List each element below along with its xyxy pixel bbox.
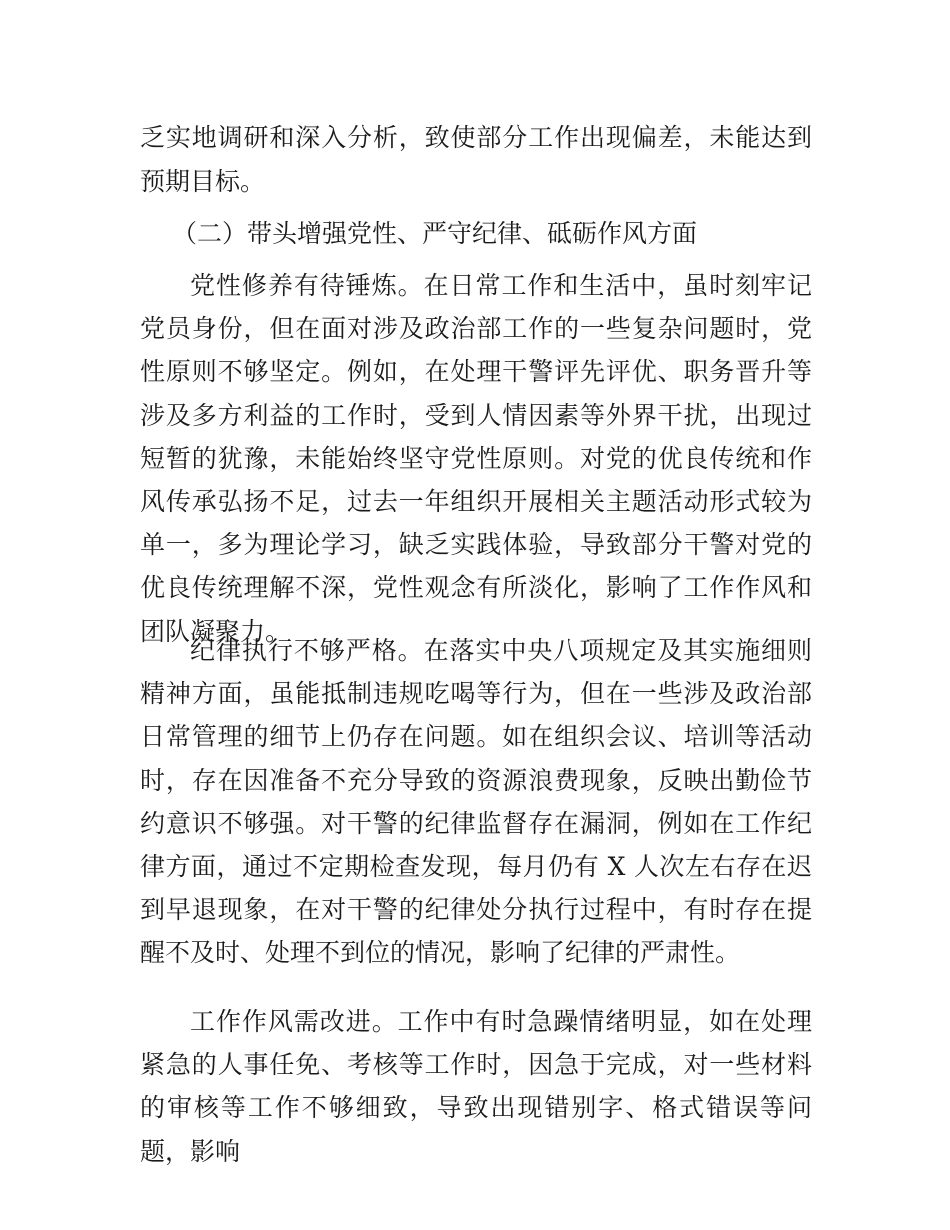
paragraph-text: 纪律执行不够严格。在落实中央八项规定及其实施细则精神方面，虽能抵制违规吃喝等行为，但在一些涉及政治部日常管理的细节上仍存在问题。如在组织会议、培训等活动时，存在因准备不充分导致的资源浪费现象，反映出勤俭节约意识不够强。对干警的纪律监督存在漏洞，例如在工作纪律方面，通过不定期检查发现，每月仍有 X 人次左右存在迟到早退现象，在对干警的纪律处分执行过程中，有时存在提醒不及时、处理不到位的情况，影响了纪律的严肃性。 — [140, 636, 812, 968]
paragraph-text: 工作作风需改进。工作中有时急躁情绪明显，如在处理紧急的人事任免、考核等工作时，因急于完成，对一些材料的审核等工作不够细致，导致出现错别字、格式错误等问题，影响 — [140, 1007, 812, 1166]
paragraph-party-spirit — [140, 264, 812, 653]
paragraph-text: 乏实地调研和深入分析，致使部分工作出现偏差，未能达到预期目标。 — [140, 123, 812, 196]
paragraph-work-style — [140, 1000, 812, 1173]
paragraph-text: 党性修养有待锤炼。在日常工作和生活中，虽时刻牢记党员身份，但在面对涉及政治部工作的一些复杂问题时，党性原则不够坚定。例如，在处理干警评先评优、职务晋升等涉及多方利益的工作时，受到人情因素等外界干扰，出现过短暂的犹豫，未能始终坚守党性原则。对党的优良传统和作风传承弘扬不足，过去一年组织开展相关主题活动形式较为单一，多为理论学习，缺乏实践体验，导致部分干警对党的优良传统理解不深，党性观念有所淡化，影响了工作作风和团队凝聚力。 — [140, 271, 812, 646]
paragraph-continuation — [140, 116, 812, 204]
paragraph-discipline — [140, 629, 812, 975]
section-heading: （二）带头增强党性、严守纪律、砥砺作风方面 — [172, 219, 698, 248]
